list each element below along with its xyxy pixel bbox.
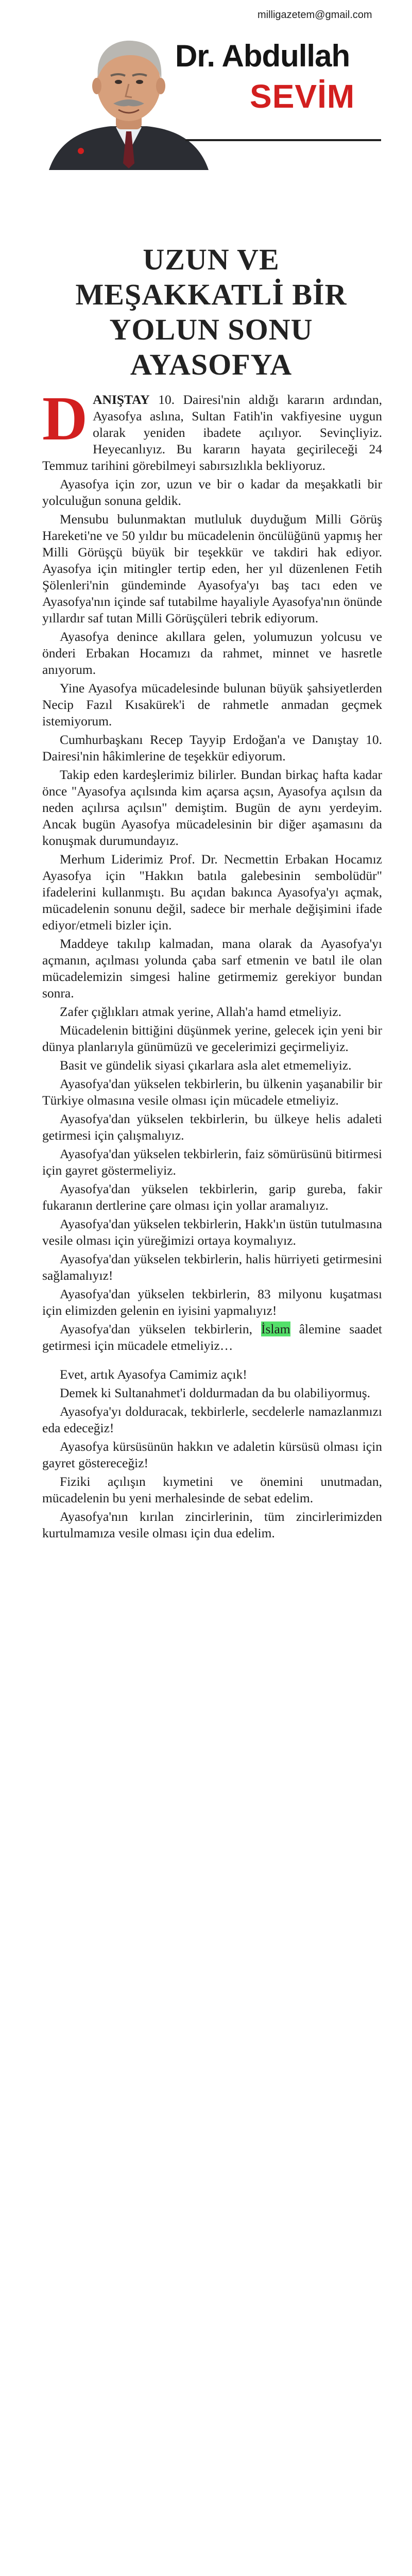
article-paragraph: Ayasofya'dan yükselen tekbirlerin, halis hürriyeti getirmesini sağlamalıyız! bbox=[42, 1251, 382, 1283]
title-line: YOLUN SONU bbox=[109, 313, 313, 346]
article-paragraph: Evet, artık Ayasofya Camimiz açık! bbox=[60, 1367, 247, 1382]
article-paragraph: Maddeye takılıp kalmadan, mana olarak da Ayasofya'yı açmanın, açılması yolunda çaba sarf etmenin ve batıl ile olan mücadelemizin simgesi haline getirmemiz gerekiyor bundan sonra. bbox=[42, 936, 382, 1001]
author-first-name: Dr. Abdullah bbox=[175, 39, 350, 73]
article-paragraph bbox=[42, 1321, 382, 1354]
article-paragraph: Ayasofya'nın kırılan zincirlerinin, tüm zincirlerimizden kurtulmamıza vesile olması için dua edelim. bbox=[42, 1509, 382, 1540]
section-gap bbox=[42, 1356, 382, 1366]
article-paragraph: Merhum Liderimiz Prof. Dr. Necmettin Erbakan Hocamız Ayasofya için "Hakkın batıla galebesinin sembolüdür" ifadelerini kullanmıştı. Bu açıdan bakınca Ayasofya'yı açmak, mücadelenin sonunu değil, sadece bir merhale değişimini ifade ediyor/etmeli bizler için. bbox=[42, 852, 382, 933]
article-paragraph: Yine Ayasofya mücadelesinde bulunan büyük şahsiyetlerden Necip Fazıl Kısakürek'i de rahmetle anmadan geçmek istemiyorum. bbox=[42, 681, 382, 728]
article-paragraph: Demek ki Sultanahmet'i doldurmadan da bu olabiliyormuş. bbox=[60, 1385, 371, 1400]
article-paragraph: Ayasofya denince akıllara gelen, yolumuzun yolcusu ve önderi Erbakan Hocamızı da rahmet, minnet ve hasretle anıyorum. bbox=[42, 629, 382, 677]
article-paragraph: Basit ve gündelik siyasi çıkarlara asla alet etmemeliyiz. bbox=[60, 1058, 352, 1073]
author-email: milligazetem@gmail.com bbox=[258, 9, 372, 21]
article-paragraph: Ayasofya'dan yükselen tekbirlerin, bu ülkenin yaşanabilir bir Türkiye olmasına vesile olması için mücadele etmeliyiz. bbox=[42, 1076, 382, 1108]
article-paragraph: Ayasofya'dan yükselen tekbirlerin, Hakk'ın üstün tutulmasına vesile olması için yüreğimizi ortaya koymalıyız. bbox=[42, 1216, 382, 1248]
article-paragraph bbox=[42, 384, 382, 474]
article-paragraph: Takip eden kardeşlerimiz bilirler. Bundan birkaç hafta kadar önce "Ayasofya açılsında kim açarsa açsın, Ayasofya açılsın da neden açılırsa açılsın" demiştim. Bugün de aynı yerdeyim. Ancak bugün Ayasofya mücadelesinin bir diğer aşamasını da konuşmak durumundayız. bbox=[42, 767, 382, 848]
column-header bbox=[0, 0, 412, 185]
article-paragraph: Ayasofya kürsüsünün hakkın ve adaletin kürsüsü olması için gayret göstereceğiz! bbox=[42, 1439, 382, 1470]
header-divider bbox=[185, 139, 381, 141]
article-body bbox=[42, 384, 382, 1544]
title-line: AYASOFYA bbox=[130, 348, 293, 381]
article-paragraph: Ayasofya'dan yükselen tekbirlerin, bu ülkeye helis adaleti getirmesi için çalışmalıyız. bbox=[42, 1111, 382, 1143]
author-last-name: SEVİM bbox=[250, 78, 355, 115]
paragraph-text: 10. Dairesi'nin aldığı kararın ardından, Ayasofya aslına, Sultan Fatih'in vakfiyesine uygun olarak yeniden ibadete açılıyor. Sevinçliyiz. Heyecanlıyız. Bu kararın hayata geçirileceği 24 Temmuz tarihini görebilmeyi sabırsızlıkla bekliyoruz. bbox=[42, 392, 382, 473]
article-paragraph: Ayasofya'dan yükselen tekbirlerin, faiz sömürüsünü bitirmesi için gayret göstermeliyiz. bbox=[42, 1146, 382, 1178]
paragraph-text: âlemine saadet getirmesi için mücadele etmeliyiz… bbox=[42, 1321, 382, 1353]
article-paragraph: Fiziki açılışın kıymetini ve önemini unutmadan, mücadelenin bu yeni merhalesinde de sebat edelim. bbox=[42, 1474, 382, 1505]
article-paragraph: Zafer çığlıkları atmak yerine, Allah'a hamd etmeliyiz. bbox=[60, 1004, 341, 1019]
article-title bbox=[44, 242, 379, 382]
lead-word: ANIŞTAY bbox=[93, 392, 150, 407]
article-paragraph: Mensubu bulunmaktan mutluluk duyduğum Milli Görüş Hareketi'ne ve 50 yıldır bu mücadelenin öncülüğünü yapmış her Milli Görüşçü büyük bir teşekkür ve takdiri hak ediyor. Ayasofya için mitingler tertip eden, her yıl düzenlenen Fetih Şölenleri'nin gündeminde Ayasofya'yı baş tacı eden ve Ayasofya'nın içinde saf tutabilme hayaliyle Ayasofya'nın önünde yıllardır saf tutan Milli Görüşçüleri tebrik ediyorum. bbox=[42, 512, 382, 625]
article-paragraph: Ayasofya için zor, uzun ve bir o kadar da meşakkatli bir yolculuğun sonuna geldik. bbox=[42, 477, 382, 508]
article-paragraph: Mücadelenin bittiğini düşünmek yerine, gelecek için yeni bir dünya planlarıyla günümüzü ve gecelerimizi geçirmeliyiz. bbox=[42, 1023, 382, 1054]
drop-cap: D bbox=[42, 384, 88, 453]
paragraph-text: Ayasofya'dan yükselen tekbirlerin, bbox=[60, 1321, 261, 1336]
article-paragraph: Ayasofya'dan yükselen tekbirlerin, garip gureba, fakir fukaranın dertlerine çare olması için yollar aramalıyız. bbox=[42, 1181, 382, 1213]
title-line: UZUN VE bbox=[143, 243, 280, 276]
article-paragraph: Ayasofya'yı dolduracak, tekbirlerle, secdelerle namazlanmızı eda edeceğiz! bbox=[42, 1404, 382, 1435]
article-paragraph: Ayasofya'dan yükselen tekbirlerin, 83 milyonu kuşatması için elimizden gelenin en iyisini yapmalıyız! bbox=[42, 1286, 382, 1318]
highlighted-word: İslam bbox=[261, 1321, 290, 1336]
article-paragraph: Cumhurbaşkanı Recep Tayyip Erdoğan'a ve Danıştay 10. Dairesi'nin hâkimlerine de teşekkür ediyorum. bbox=[42, 732, 382, 764]
title-line: MEŞAKKATLİ BİR bbox=[75, 278, 347, 311]
